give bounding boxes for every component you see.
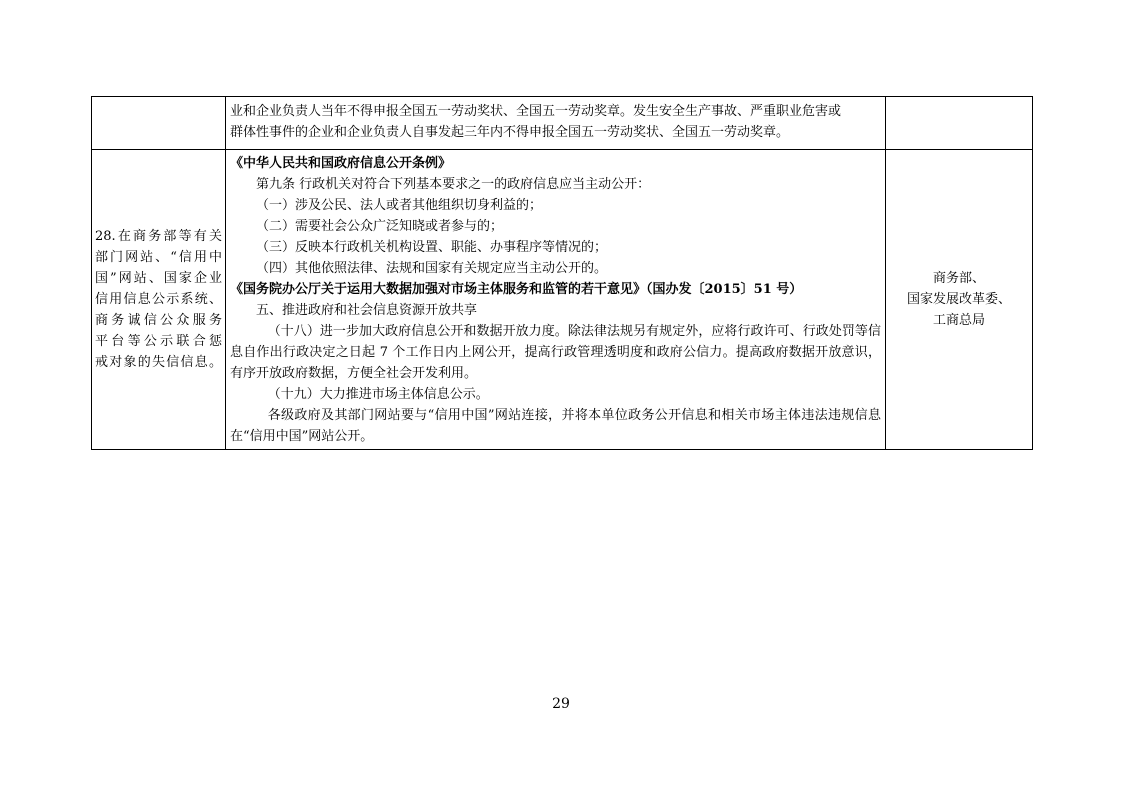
item-line: 商务诚信公众服务: [95, 313, 222, 328]
item-line: 平台等公示联合惩: [95, 334, 222, 349]
legal-basis-cell: [226, 150, 886, 450]
content-line: 业和企业负责人当年不得申报全国五一劳动奖状、全国五一劳动奖章。发生安全生产事故、严重职业危害或: [230, 104, 842, 119]
department-line: 国家发展改革委、: [906, 292, 1011, 307]
department-cell-empty: [886, 97, 1033, 150]
law-item: （二）需要社会公众广泛知晓或者参与的；: [256, 219, 504, 234]
table-row-continued: [92, 97, 1033, 150]
department-cell: [886, 150, 1033, 450]
department-line: 商务部、: [932, 271, 985, 286]
item-cell: [92, 150, 226, 450]
law-section: 五、推进政府和社会信息资源开放共享: [256, 303, 478, 318]
content-line: 群体性事件的企业和企业负责人自事发起三年内不得申报全国五一劳动奖状、全国五一劳动奖章。: [230, 125, 790, 140]
law-paragraph: （十九）大力推进市场主体信息公示。: [267, 387, 489, 402]
item-line: 国”网站、国家企业: [95, 271, 222, 286]
department-line: 工商总局: [932, 313, 985, 328]
measures-table: [91, 96, 1033, 450]
law-item: （一）涉及公民、法人或者其他组织切身利益的；: [256, 198, 543, 213]
law-item: （四）其他依照法律、法规和国家有关规定应当主动公开的。: [256, 261, 608, 276]
item-line: 部门网站、“信用中: [95, 250, 222, 265]
content-cell: [226, 97, 886, 150]
law-item: （三）反映本行政机关机构设置、职能、办事程序等情况的；: [256, 240, 608, 255]
item-line: 28.在商务部等有关: [95, 229, 222, 244]
law-paragraph: （十八）进一步加大政府信息公开和数据开放力度。除法律法规另有规定外，应将行政许可、行政处罚等信息自作出行政决定之日起 7 个工作日内上网公开，提高行政管理透明度和政府公信力。提高政府数据开放意识，有序开放政府数据，方便全社会开发利用。: [230, 324, 881, 381]
item-cell-empty: [92, 97, 226, 150]
law-title: 《中华人民共和国政府信息公开条例》: [230, 156, 452, 171]
law-paragraph: 各级政府及其部门网站要与“信用中国”网站连接，并将本单位政务公开信息和相关市场主体违法违规信息在“信用中国”网站公开。: [230, 408, 881, 444]
item-line: 戒对象的失信信息。: [95, 355, 222, 370]
table-row-28: [92, 150, 1033, 450]
law-article: 第九条 行政机关对符合下列基本要求之一的政府信息应当主动公开：: [256, 177, 651, 192]
item-line: 信用信息公示系统、: [95, 292, 222, 307]
page-number: 29: [552, 696, 570, 712]
law-title: 《国务院办公厅关于运用大数据加强对市场主体服务和监管的若干意见》（国办发〔2015〕51 号）: [230, 282, 803, 297]
